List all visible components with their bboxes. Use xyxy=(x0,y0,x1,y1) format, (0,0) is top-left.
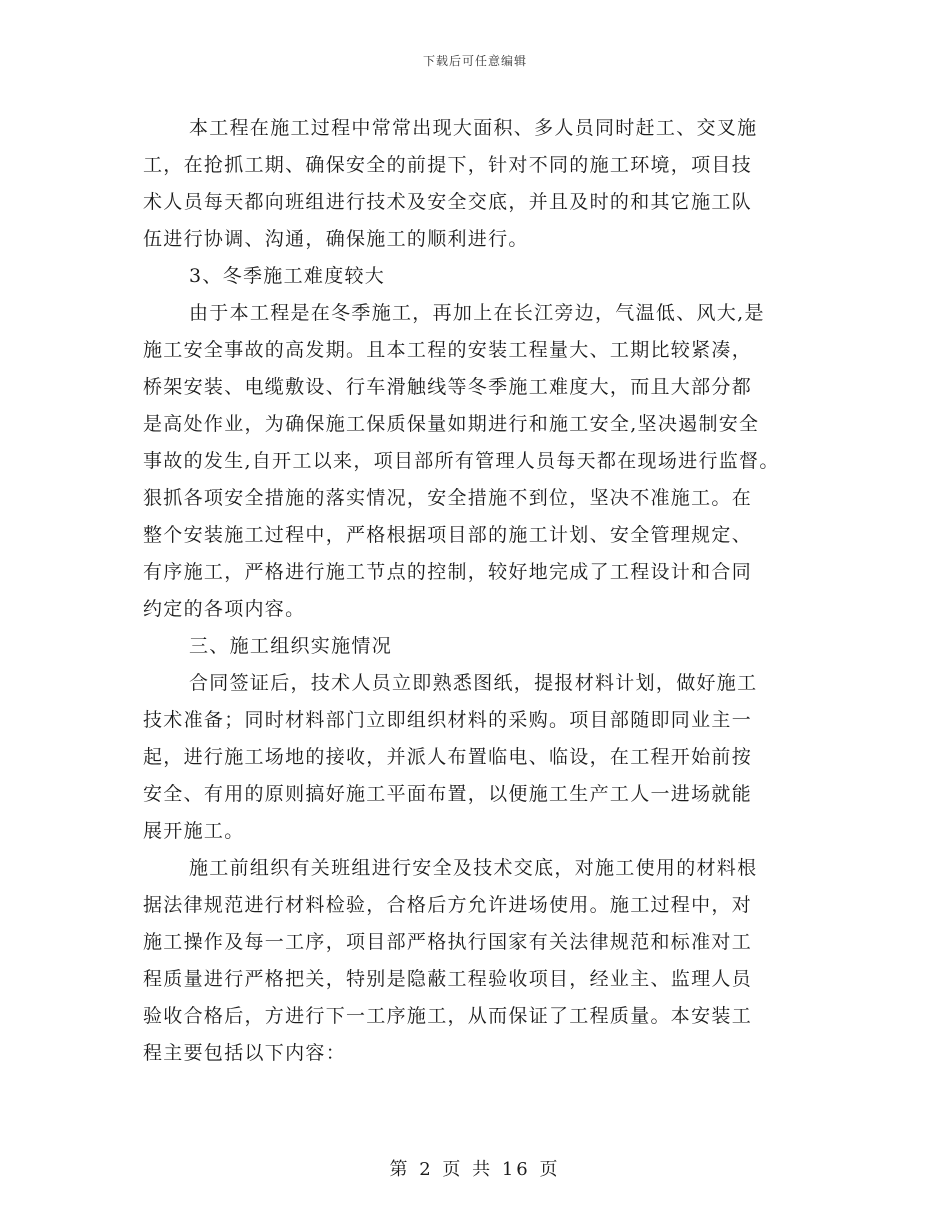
text-line: 术人员每天都向班组进行技术及安全交底，并且及时的和其它施工队 xyxy=(143,191,753,213)
text-line: 施工操作及每一工序，项目部严格执行国家有关法律规范和标准对工 xyxy=(143,931,753,953)
text-line: 伍进行协调、沟通，确保施工的顺利进行。 xyxy=(143,228,529,250)
section-heading: 三、施工组织实施情况 xyxy=(189,635,393,657)
text-line: 整个安装施工过程中，严格根据项目部的施工计划、安全管理规定、 xyxy=(143,524,753,546)
text-line: 由于本工程是在冬季施工，再加上在长江旁边，气温低、风大,是 xyxy=(189,302,765,324)
page-number: 第 2 页 共 16 页 xyxy=(389,1159,561,1180)
document-body xyxy=(143,110,823,1072)
text-line: 事故的发生,自开工以来，项目部所有管理人员每天都在现场进行监督。 xyxy=(143,450,780,472)
text-line: 验收合格后，方进行下一工序施工，从而保证了工程质量。本安装工 xyxy=(143,1005,753,1027)
text-line: 技术准备；同时材料部门立即组织材料的采购。项目部随即同业主一 xyxy=(143,709,753,731)
text-line: 工，在抢抓工期、确保安全的前提下，针对不同的施工环境，项目技 xyxy=(143,154,753,176)
text-line: 有序施工，严格进行施工节点的控制，较好地完成了工程设计和合同 xyxy=(143,561,753,583)
text-line: 程质量进行严格把关，特别是隐蔽工程验收项目，经业主、监理人员 xyxy=(143,968,753,990)
text-line: 安全、有用的原则搞好施工平面布置，以便施工生产工人一进场就能 xyxy=(143,783,753,805)
text-line: 程主要包括以下内容： xyxy=(143,1042,347,1064)
text-line: 据法律规范进行材料检验，合格后方允许进场使用。施工过程中，对 xyxy=(143,894,753,916)
text-line: 约定的各项内容。 xyxy=(143,598,306,620)
text-line: 狠抓各项安全措施的落实情况，安全措施不到位，坚决不准施工。在 xyxy=(143,487,753,509)
text-line: 是高处作业，为确保施工保质保量如期进行和施工安全,坚决遏制安全 xyxy=(143,413,760,435)
text-line: 合同签证后，技术人员立即熟悉图纸，提报材料计划，做好施工 xyxy=(189,672,758,694)
text-line: 起，进行施工场地的接收，并派人布置临电、临设，在工程开始前按 xyxy=(143,746,753,768)
text-line: 桥架安装、电缆敷设、行车滑触线等冬季施工难度大，而且大部分都 xyxy=(143,376,753,398)
page-header: 下载后可任意编辑 xyxy=(422,54,527,68)
section-heading: 3、冬季施工难度较大 xyxy=(189,265,386,287)
text-line: 施工安全事故的高发期。且本工程的安装工程量大、工期比较紧凑， xyxy=(143,339,753,361)
text-line: 本工程在施工过程中常常出现大面积、多人员同时赶工、交叉施 xyxy=(189,117,758,139)
text-line: 展开施工。 xyxy=(143,820,245,842)
text-line: 施工前组织有关班组进行安全及技术交底，对施工使用的材料根 xyxy=(189,857,758,879)
